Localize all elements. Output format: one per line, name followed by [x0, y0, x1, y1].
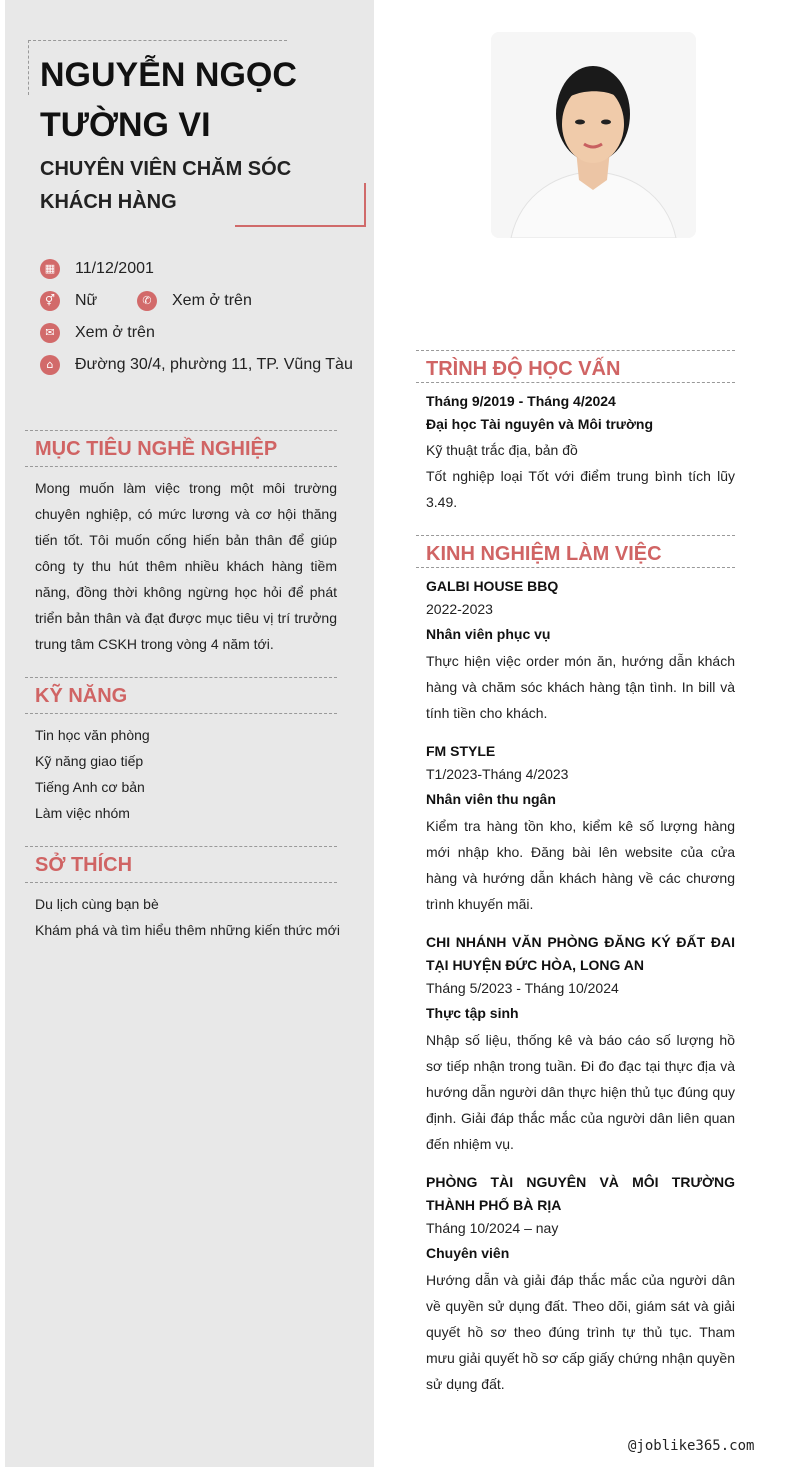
job-title: CHUYÊN VIÊN CHĂM SÓC KHÁCH HÀNG [40, 158, 292, 213]
experience-position: Thực tập sinh [426, 1005, 519, 1021]
education-period: Tháng 9/2019 - Tháng 4/2024 [426, 393, 616, 409]
education-major: Kỹ thuật trắc địa, bản đồ [426, 442, 578, 458]
experience-period: 2022-2023 [426, 601, 493, 617]
candidate-name: NGUYỄN NGỌC TƯỜNG VI [40, 56, 297, 144]
hobby-item: Khám phá và tìm hiểu thêm những kiến thức mới [35, 922, 340, 938]
skills-title: KỸ NĂNG [25, 677, 337, 714]
email-text: Xem ở trên [75, 324, 155, 341]
skill-item: Tin học văn phòng [35, 727, 150, 743]
portrait-image [491, 32, 696, 238]
experience-period: T1/2023-Tháng 4/2023 [426, 766, 569, 782]
experience-company: CHI NHÁNH VĂN PHÒNG ĐĂNG KÝ ĐẤT ĐAI TẠI HUYỆN ĐỨC HÒA, LONG AN [426, 934, 735, 973]
experience-period: Tháng 5/2023 - Tháng 10/2024 [426, 980, 619, 996]
education-school: Đại học Tài nguyên và Môi trường [426, 416, 654, 432]
profile-photo [491, 32, 696, 238]
title-accent-line [235, 183, 366, 227]
hobbies-title: SỞ THÍCH [25, 846, 337, 883]
skill-item: Kỹ năng giao tiếp [35, 753, 144, 769]
objective-text: Mong muốn làm việc trong một môi trường chuyên nghiệp, có mức lương và cơ hội thăng tiến tốt. Tôi muốn cống hiến bản thân để giúp công ty thu hút thêm nhiều khách hàng tiềm năng, đồng thời không ngừng học hỏi để phát triển bản thân và đạt được mục tiêu vị trí trưởng trung tâm CSKH trong vòng 4 năm tới. [35, 480, 337, 652]
experience-company: GALBI HOUSE BBQ [426, 578, 559, 594]
experience-title: KINH NGHIỆM LÀM VIỆC [416, 535, 735, 568]
phone-text: Xem ở trên [172, 292, 252, 309]
experience-position: Nhân viên phục vụ [426, 626, 551, 642]
experience-description: Hướng dẫn và giải đáp thắc mắc của người dân về quyền sử dụng đất. Theo dõi, giám sát và giải quyết hồ sơ theo đúng trình tự thủ tục. Tham mưu giải quyết hồ sơ cấp giấy chứng nhận quyền sử dụng đất. [426, 1272, 735, 1392]
objective-title: MỤC TIÊU NGHỀ NGHIỆP [25, 430, 337, 467]
mail-icon: ✉ [40, 323, 60, 343]
hobby-item: Du lịch cùng bạn bè [35, 896, 159, 912]
skill-item: Làm việc nhóm [35, 805, 130, 821]
experience-position: Nhân viên thu ngân [426, 791, 556, 807]
skill-item: Tiếng Anh cơ bản [35, 779, 145, 795]
education-title: TRÌNH ĐỘ HỌC VẤN [416, 350, 735, 383]
gender-text: Nữ [75, 292, 98, 309]
watermark: @joblike365.com [628, 1438, 755, 1454]
experience-description: Thực hiện việc order món ăn, hướng dẫn khách hàng và chăm sóc khách hàng tận tình. In bill và tính tiền cho khách. [426, 653, 735, 721]
calendar-icon: ▦ [40, 259, 60, 279]
phone-icon: ✆ [137, 291, 157, 311]
gender-icon: ⚥ [40, 291, 60, 311]
experience-position: Chuyên viên [426, 1245, 510, 1261]
address-text: Đường 30/4, phường 11, TP. Vũng Tàu [75, 356, 353, 373]
experience-description: Kiểm tra hàng tồn kho, kiểm kê số lượng hàng mới nhập kho. Đăng bài lên website của cửa hàng và hướng dẫn khách hàng về các chương trình khuyến mãi. [426, 818, 735, 912]
experience-company: PHÒNG TÀI NGUYÊN VÀ MÔI TRƯỜNG THÀNH PHỐ BÀ RỊA [426, 1174, 735, 1213]
birthday-text: 11/12/2001 [75, 260, 154, 277]
experience-company: FM STYLE [426, 743, 496, 759]
experience-description: Nhập số liệu, thống kê và báo cáo số lượng hồ sơ tiếp nhận trong tuần. Đi đo đạc tại thực địa và hướng dẫn người dân thực hiện thủ tục đúng quy định. Giải đáp thắc mắc của người dân liên quan đến nhiệm vụ. [426, 1032, 735, 1152]
experience-period: Tháng 10/2024 – nay [426, 1220, 559, 1236]
home-icon: ⌂ [40, 355, 60, 375]
education-note: Tốt nghiệp loại Tốt với điểm trung bình tích lũy 3.49. [426, 468, 735, 510]
